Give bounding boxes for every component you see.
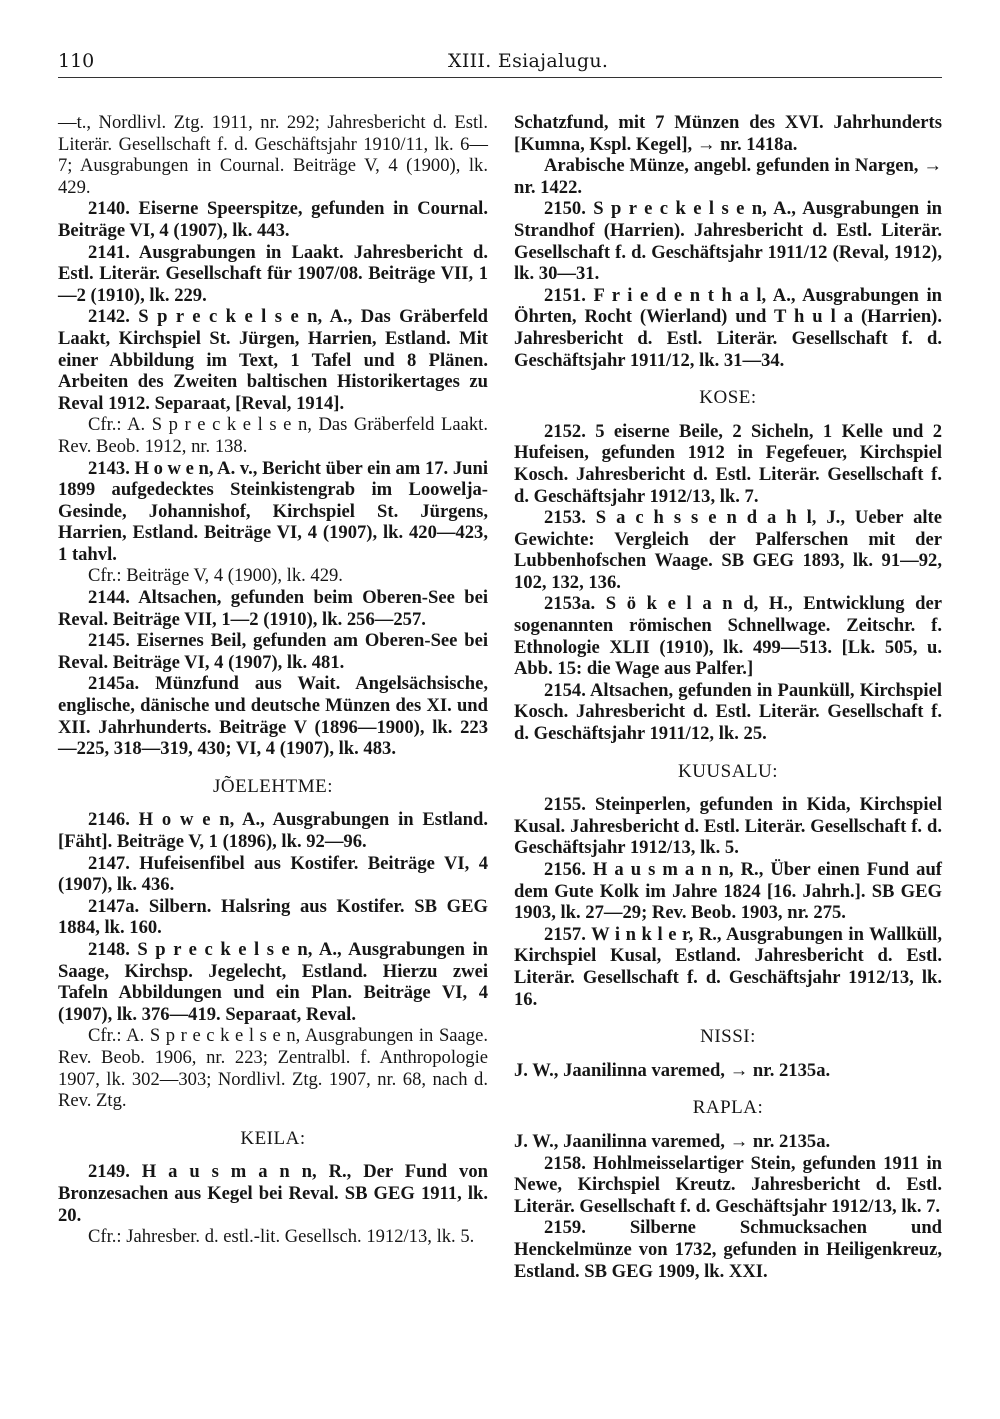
section-heading: KUUSALU: [677, 760, 779, 782]
bibliography-entry: Cfr.: Jahresber. d. estl.-lit. Gesellsch. 1912/13, lk. 5. [88, 1226, 475, 1248]
bibliography-entry: 2152. 5 eiserne Beile, 2 Sicheln, 1 Kelle und 2 Hufeisen, gefunden 1912 in Fegefeuer, Kirchspiel Kosch. Jahresbericht d. Estl. Literär. Gesellschaft f. d. Geschäftsjahr 1912/13, lk. 7. [514, 420, 942, 507]
section-heading: KOSE: [699, 387, 757, 409]
section-heading: JÕELEHTME: [212, 775, 334, 797]
section-heading: RAPLA: [692, 1097, 764, 1119]
bibliography-entry: 2156. H a u s m a n n, R., Über einen Fund auf dem Gute Kolk im Jahre 1824 [16. Jahrh.]. SB GEG 1903, lk. 27—29; Rev. Beob. 1903, nr. 275. [514, 859, 942, 924]
bibliography-entry: —t., Nordlivl. Ztg. 1911, nr. 292; Jahresbericht d. Estl. Literär. Gesellschaft f. d. Geschäftsjahr 1910/11, lk. 6—7; Ausgrabungen in Cournal. Beiträge V, 4 (1900), lk. 429. [58, 112, 488, 198]
bibliography-entry: 2144. Altsachen, gefunden beim Oberen-See bei Reval. Beiträge VII, 1—2 (1910), lk. 256—257. [58, 587, 488, 630]
bibliography-entry: 2147. Hufeisenfibel aus Kostifer. Beiträge VI, 4 (1907), lk. 436. [58, 852, 488, 896]
bibliography-entry: Cfr.: Beiträge V, 4 (1900), lk. 429. [88, 565, 343, 587]
bibliography-entry: Cfr.: A. S p r e c k e l s e n, Das Gräberfeld Laakt. Rev. Beob. 1912, nr. 138. [58, 414, 488, 457]
bibliography-entry: 2151. F r i e d e n t h a l, A., Ausgrabungen in Öhrten, Rocht (Wierland) und T h u l a (Harrien). Jahresbericht d. Estl. Literär. Gesellschaft f. d. Geschäftsjahr 1911/12, lk. 31—34. [514, 284, 942, 371]
bibliography-entry: 2145. Eisernes Beil, gefunden am Oberen-See bei Reval. Beiträge VI, 4 (1907), lk. 481. [58, 630, 488, 673]
section-heading: NISSI: [700, 1026, 756, 1048]
bibliography-entry: 2140. Eiserne Speerspitze, gefunden in Cournal. Beiträge VI, 4 (1907), lk. 443. [58, 198, 488, 241]
bibliography-entry: 2149. H a u s m a n n, R., Der Fund von Bronzesachen aus Kegel bei Reval. SB GEG 1911, lk. 20. [58, 1161, 488, 1226]
page-number: 110 [58, 50, 95, 72]
bibliography-entry: Arabische Münze, angebl. gefunden in Nargen, → nr. 1422. [514, 155, 942, 198]
header-rule [58, 77, 942, 78]
bibliography-entry: 2159. Silberne Schmucksachen und Henckelmünze von 1732, gefunden in Heiligenkreuz, Estland. SB GEG 1909, lk. XXI. [514, 1217, 942, 1282]
section-heading: KEILA: [240, 1127, 306, 1149]
right-column [514, 112, 942, 1282]
left-column [58, 112, 488, 1248]
bibliography-entry: 2157. W i n k l e r, R., Ausgrabungen in Wallküll, Kirchspiel Kusal, Estland. Jahresbericht d. Estl. Literär. Gesellschaft f. d. Geschäftsjahr 1912/13, lk. 16. [514, 923, 942, 1010]
bibliography-entry: J. W., Jaanilinna varemed, → nr. 2135a. [514, 1130, 831, 1152]
bibliography-entry: 2143. H o w e n, A. v., Bericht über ein am 17. Juni 1899 aufgedecktes Steinkistengrab im Loowelja-Gesinde, Johannishof, Kirchspiel St. Jürgens, Harrien, Estland. Beiträge VI, 4 (1907), lk. 420—423, 1 tahvl. [58, 457, 488, 565]
bibliography-entry: 2142. S p r e c k e l s e n, A., Das Gräberfeld Laakt, Kirchspiel St. Jürgen, Harrien, Estland. Mit einer Abbildung im Text, 1 Tafel und 8 Plänen. Arbeiten des Zweiten baltischen Historikertages zu Reval 1912. Separaat, [Reval, 1914]. [58, 306, 488, 414]
bibliography-entry: 2154. Altsachen, gefunden in Paunküll, Kirchspiel Kosch. Jahresbericht d. Estl. Literär. Gesellschaft f. d. Geschäftsjahr 1911/12, lk. 25. [514, 679, 942, 745]
page-header [0, 44, 1000, 84]
bibliography-entry: 2148. S p r e c k e l s e n, A., Ausgrabungen in Saage, Kirchsp. Jegelecht, Estland. Hierzu zwei Tafeln Abbildungen und ein Plan. Beiträge VI, 4 (1907), lk. 376—419. Separaat, Reval. [58, 938, 488, 1025]
bibliography-entry: 2153. S a c h s s e n d a h l, J., Ueber alte Gewichte: Vergleich der Palferschen mit der Lubbenhofschen Waage. SB GEG 1893, lk. 91—92, 102, 132, 136. [514, 507, 942, 593]
bibliography-entry: 2141. Ausgrabungen in Laakt. Jahresbericht d. Estl. Literär. Gesellschaft für 1907/08. Beiträge VII, 1—2 (1910), lk. 229. [58, 241, 488, 306]
bibliography-entry: J. W., Jaanilinna varemed, → nr. 2135a. [514, 1059, 831, 1081]
bibliography-entry: Cfr.: A. S p r e c k e l s e n, Ausgrabungen in Saage. Rev. Beob. 1906, nr. 223; Zentralbl. f. Anthropologie 1907, lk. 302—303; Nordlivl. Ztg. 1907, nr. 68, nach d. Rev. Ztg. [58, 1025, 488, 1112]
bibliography-entry: Schatzfund, mit 7 Münzen des XVI. Jahrhunderts [Kumna, Kspl. Kegel], → nr. 1418a. [514, 112, 942, 155]
bibliography-entry: 2155. Steinperlen, gefunden in Kida, Kirchspiel Kusal. Jahresbericht d. Estl. Literär. Gesellschaft f. d. Geschäftsjahr 1912/13, lk. 5. [514, 794, 942, 859]
bibliography-entry: 2145a. Münzfund aus Wait. Angelsächsische, englische, dänische und deutsche Münzen des XI. und XII. Jahrhunderts. Beiträge V (1896—1900), lk. 223—225, 318—319, 430; VI, 4 (1907), lk. 483. [58, 673, 488, 760]
bibliography-entry: 2158. Hohlmeisselartiger Stein, gefunden 1911 in Newe, Kirchspiel Kreutz. Jahresbericht d. Estl. Literär. Gesellschaft f. d. Geschäftsjahr 1912/13, lk. 7. [514, 1152, 942, 1217]
bibliography-entry: 2147a. Silbern. Halsring aus Kostifer. SB GEG 1884, lk. 160. [58, 895, 488, 939]
running-head: XIII. Esiajalugu. [448, 50, 609, 72]
bibliography-entry: 2146. H o w e n, A., Ausgrabungen in Estland. [Fäht]. Beiträge V, 1 (1896), lk. 92—96. [58, 809, 488, 852]
bibliography-entry: 2150. S p r e c k e l s e n, A., Ausgrabungen in Strandhof (Harrien). Jahresbericht d. Estl. Literär. Gesellschaft f. d. Geschäftsjahr 1911/12 (Reval, 1912), lk. 30—31. [514, 198, 942, 285]
bibliography-entry: 2153a. S ö k e l a n d, H., Entwicklung der sogenannten römischen Schnellwage. Zeitschr. f. Ethnologie XLII (1910), lk. 499—513. [Lk. 505, u. Abb. 15: die Wage aus Palfer.] [514, 593, 942, 680]
